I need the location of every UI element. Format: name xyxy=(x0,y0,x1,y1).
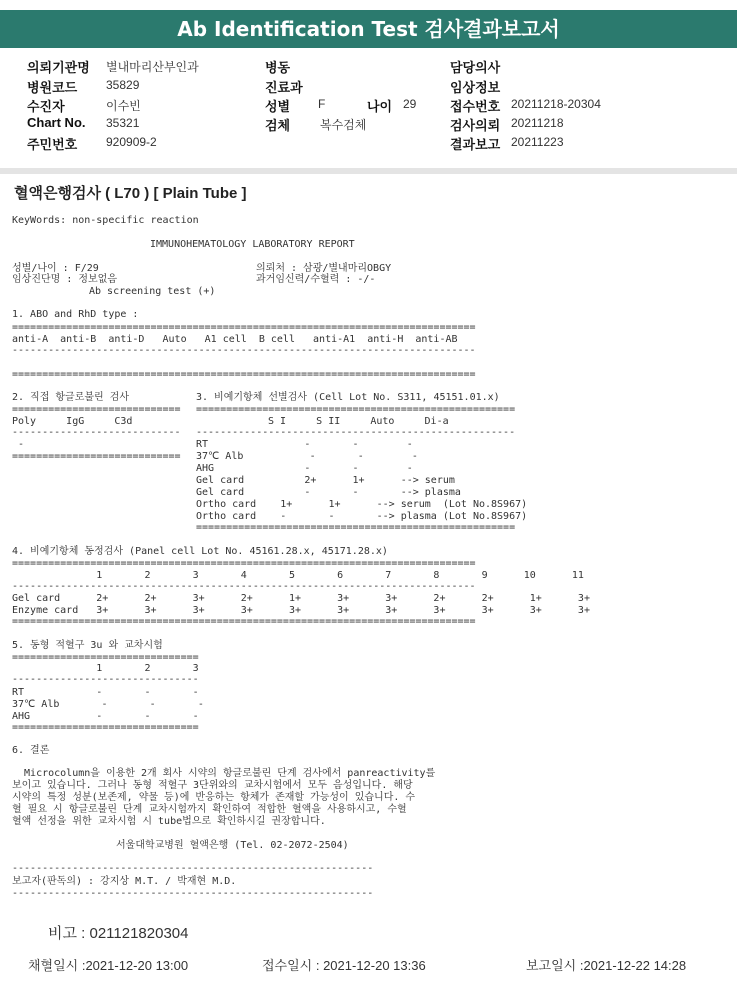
hospital-value: 별내마리산부인과 xyxy=(106,60,199,74)
chart-value: 35321 xyxy=(106,116,140,130)
reporter-rule-bottom: ------------------------------------------------------------ xyxy=(12,888,374,899)
hospcode-value: 35829 xyxy=(106,78,140,92)
s3-title: 3. 비예기항체 선별검사 (Cell Lot No. S311, 45151.01.x) xyxy=(196,392,500,403)
s2-title: 2. 직접 항글로불린 검사 xyxy=(12,392,130,403)
s5-row: RT - - - xyxy=(12,687,199,698)
s4-headers: 1 2 3 4 5 6 7 8 9 10 11 xyxy=(12,570,584,581)
section-separator xyxy=(0,168,737,174)
report-banner xyxy=(0,10,737,48)
reporter-line: 보고자(판독의) : 강지상 M.T. / 박재현 M.D. xyxy=(12,876,237,887)
s4-rule-mid: ----------------------------------------------------------------------------- xyxy=(12,581,476,592)
collect-time: 채혈일시 :2021-12-20 13:00 xyxy=(28,958,189,973)
report-label: 결과보고 xyxy=(450,137,501,152)
s5-title: 5. 동형 적혈구 3u 와 교차시험 xyxy=(12,640,163,651)
s2-rule-mid: ---------------------------- xyxy=(12,427,181,438)
s5-row: AHG - - - xyxy=(12,711,199,722)
ssn-value: 920909-2 xyxy=(106,135,157,149)
s2-rule-bottom: ============================ xyxy=(12,451,181,462)
s4-rule-top: ============================================================================= xyxy=(12,558,476,569)
ward-label: 병동 xyxy=(265,60,291,75)
s1-rule-mid: ----------------------------------------------------------------------------- xyxy=(12,345,476,356)
conclusion-line: 보이고 있습니다. 그러나 동형 적혈구 3단위와의 교차시험에서 모두 음성입니다. 해당 xyxy=(12,780,413,791)
s3-row: Gel card - - --> plasma xyxy=(196,487,461,498)
banner-title: Ab Identification Test 검사결과보고서 xyxy=(177,17,560,41)
s2-rule-top: ============================ xyxy=(12,404,181,415)
report-value: 20211223 xyxy=(511,135,564,149)
s1-headers: anti-A anti-B anti-D Auto A1 cell B cell anti-A1 anti-H anti-AB xyxy=(12,334,458,345)
s1-rule-top: ============================================================================= xyxy=(12,322,476,333)
clinical-label: 임상정보 xyxy=(450,80,501,95)
conclusion-line: 혈액 선정을 위한 교차시험 시 tube법으로 확인하시길 권장합니다. xyxy=(12,816,326,827)
specimen-label: 검체 xyxy=(265,118,291,133)
s3-row: Ortho card - - --> plasma (Lot No.8S967) xyxy=(196,511,528,522)
reporter-rule-top: ------------------------------------------------------------ xyxy=(12,863,374,874)
conclusion-line: Microcolumn을 이용한 2개 회사 시약의 항글로불린 단계 검사에서 panreactivity를 xyxy=(12,768,436,779)
s5-headers: 1 2 3 xyxy=(12,663,199,674)
section-title: 혈액은행검사 ( L70 ) [ Plain Tube ] xyxy=(14,185,247,202)
sex-label: 성별 xyxy=(265,99,291,114)
s3-row: Gel card 2+ 1+ --> serum xyxy=(196,475,455,486)
conclusion-line: 시약의 특정 성분(보존제, 약물 등)에 반응하는 항체가 존재할 가능성이 있습니다. 수 xyxy=(12,792,416,803)
keywords: KeyWords: non-specific reaction xyxy=(12,215,199,226)
s3-row: 37℃ Alb - - - xyxy=(196,451,418,462)
s2-headers: Poly IgG C3d xyxy=(12,416,133,427)
receive-time: 접수일시 : 2021-12-20 13:36 xyxy=(262,958,426,973)
s5-rule-top: =============================== xyxy=(12,652,199,663)
s5-rule-mid: ------------------------------- xyxy=(12,674,199,685)
s1-rule-bottom: ============================================================================= xyxy=(12,369,476,380)
s6-title: 6. 결론 xyxy=(12,745,50,756)
ab-screen-line: Ab screening test (+) xyxy=(89,286,216,297)
history-line: 과거임신력/수혈력 : -/- xyxy=(256,274,376,285)
s3-headers: S I S II Auto Di-a xyxy=(268,416,449,427)
s5-row: 37℃ Alb - - - xyxy=(12,699,204,710)
age-label: 나이 xyxy=(367,99,393,114)
s5-rule-bottom: =============================== xyxy=(12,722,199,733)
report-time: 보고일시 :2021-12-22 14:28 xyxy=(526,958,687,973)
request-label: 검사의뢰 xyxy=(450,118,501,133)
s4-rule-bottom: ============================================================================= xyxy=(12,616,476,627)
lab-title: IMMUNOHEMATOLOGY LABORATORY REPORT xyxy=(150,239,355,250)
specimen-value: 복수검체 xyxy=(320,118,367,132)
dept-label: 진료과 xyxy=(265,80,303,95)
patient-value: 이수빈 xyxy=(106,99,141,113)
conclusion-line: 혈 필요 시 항글로불린 단계 교차시험까지 확인하여 적합한 혈액을 사용하시고, 수혈 xyxy=(12,804,407,815)
s4-row: Gel card 2+ 2+ 3+ 2+ 1+ 3+ 3+ 2+ 2+ 1+ 3+ xyxy=(12,593,590,604)
sex-value: F xyxy=(318,97,326,111)
receipt-value: 20211218-20304 xyxy=(511,97,601,111)
receipt-label: 접수번호 xyxy=(450,99,501,114)
ssn-label: 주민번호 xyxy=(27,137,78,152)
patient-label: 수진자 xyxy=(27,99,65,114)
s3-row: RT - - - xyxy=(196,439,413,450)
s4-title: 4. 비예기항체 동정검사 (Panel cell Lot No. 45161.28.x, 45171.28.x) xyxy=(12,546,388,557)
age-value: 29 xyxy=(403,97,417,111)
hospital-label: 의뢰기관명 xyxy=(27,60,90,75)
sex-age-line: 성별/나이 : F/29 xyxy=(12,263,99,274)
s3-rule-bottom: ===================================================== xyxy=(196,522,516,533)
chart-label: Chart No. xyxy=(27,115,86,130)
s3-row: Ortho card 1+ 1+ --> serum (Lot No.8S967) xyxy=(196,499,528,510)
request-value: 20211218 xyxy=(511,116,564,130)
hospcode-label: 병원코드 xyxy=(27,80,78,95)
hospital-line: 서울대학교병원 혈액은행 (Tel. 02-2072-2504) xyxy=(116,840,349,851)
footer-note: 비고 : 021121820304 xyxy=(48,925,189,942)
s3-rule-mid: ----------------------------------------------------- xyxy=(196,427,516,438)
s3-row: AHG - - - xyxy=(196,463,413,474)
diagnosis-line: 임상진단명 : 정보없음 xyxy=(12,274,118,285)
s4-row: Enzyme card 3+ 3+ 3+ 3+ 3+ 3+ 3+ 3+ 3+ 3+ 3+ xyxy=(12,605,590,616)
s3-rule-top: ===================================================== xyxy=(196,404,516,415)
s2-values: - xyxy=(12,439,25,450)
requester-line: 의뢰처 : 삼광/별내마리OBGY xyxy=(256,263,392,274)
doctor-label: 담당의사 xyxy=(450,60,501,75)
s1-title: 1. ABO and RhD type : xyxy=(12,309,139,320)
